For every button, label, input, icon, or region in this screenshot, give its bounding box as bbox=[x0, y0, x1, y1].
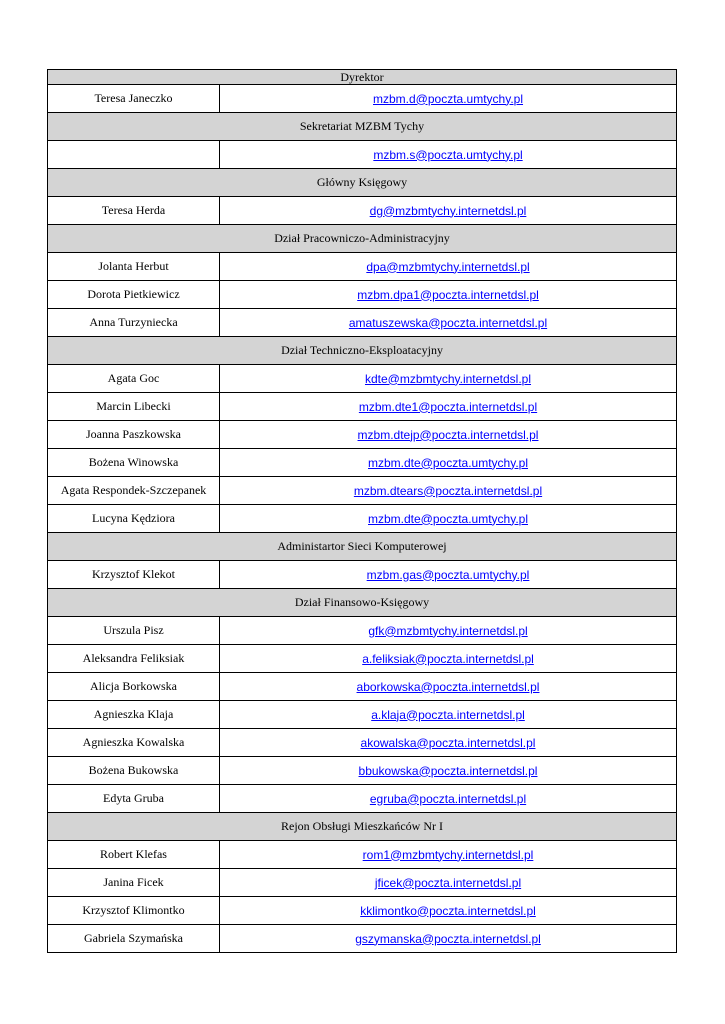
section-header bbox=[48, 533, 677, 561]
section-title: Administartor Sieci Komputerowej bbox=[48, 533, 677, 561]
person-name: Agata Goc bbox=[48, 365, 220, 393]
email-cell bbox=[220, 645, 677, 673]
person-name: Agata Respondek-Szczepanek bbox=[48, 477, 220, 505]
table-row bbox=[48, 561, 677, 589]
table-row bbox=[48, 729, 677, 757]
person-name: Aleksandra Feliksiak bbox=[48, 645, 220, 673]
person-name: Alicja Borkowska bbox=[48, 673, 220, 701]
section-title: Dział Techniczno-Eksploatacyjny bbox=[48, 337, 677, 365]
person-name: Lucyna Kędziora bbox=[48, 505, 220, 533]
table-row bbox=[48, 253, 677, 281]
table-row bbox=[48, 141, 677, 169]
email-link[interactable]: mzbm.dte@poczta.umtychy.pl bbox=[368, 511, 529, 526]
table-row bbox=[48, 197, 677, 225]
email-cell bbox=[220, 141, 677, 169]
table-row bbox=[48, 757, 677, 785]
email-cell bbox=[220, 841, 677, 869]
email-link[interactable]: kklimontko@poczta.internetdsl.pl bbox=[360, 903, 536, 918]
table-row bbox=[48, 869, 677, 897]
person-name: Edyta Gruba bbox=[48, 785, 220, 813]
person-name bbox=[48, 141, 220, 169]
email-cell bbox=[220, 365, 677, 393]
section-title: Sekretariat MZBM Tychy bbox=[48, 113, 677, 141]
section-title: Główny Księgowy bbox=[48, 169, 677, 197]
section-title: Dział Pracowniczo-Administracyjny bbox=[48, 225, 677, 253]
email-link[interactable]: gszymanska@poczta.internetdsl.pl bbox=[355, 931, 541, 946]
email-link[interactable]: bbukowska@poczta.internetdsl.pl bbox=[358, 763, 538, 778]
email-link[interactable]: mzbm.gas@poczta.umtychy.pl bbox=[366, 567, 530, 582]
email-link[interactable]: mzbm.dte@poczta.umtychy.pl bbox=[368, 455, 529, 470]
table-row bbox=[48, 645, 677, 673]
section-header bbox=[48, 337, 677, 365]
email-cell bbox=[220, 785, 677, 813]
person-name: Bożena Winowska bbox=[48, 449, 220, 477]
person-name: Bożena Bukowska bbox=[48, 757, 220, 785]
section-header bbox=[48, 225, 677, 253]
email-cell bbox=[220, 925, 677, 953]
email-cell bbox=[220, 253, 677, 281]
person-name: Urszula Pisz bbox=[48, 617, 220, 645]
email-cell bbox=[220, 561, 677, 589]
contact-table bbox=[47, 69, 677, 953]
person-name: Anna Turzyniecka bbox=[48, 309, 220, 337]
table-row bbox=[48, 505, 677, 533]
email-link[interactable]: egruba@poczta.internetdsl.pl bbox=[369, 791, 527, 806]
email-cell bbox=[220, 701, 677, 729]
person-name: Teresa Herda bbox=[48, 197, 220, 225]
email-link[interactable]: akowalska@poczta.internetdsl.pl bbox=[360, 735, 536, 750]
table-row bbox=[48, 897, 677, 925]
email-link[interactable]: mzbm.dtears@poczta.internetdsl.pl bbox=[353, 483, 543, 498]
email-cell bbox=[220, 477, 677, 505]
email-link[interactable]: a.feliksiak@poczta.internetdsl.pl bbox=[362, 651, 534, 666]
email-cell bbox=[220, 197, 677, 225]
email-link[interactable]: aborkowska@poczta.internetdsl.pl bbox=[356, 679, 540, 694]
section-header bbox=[48, 113, 677, 141]
email-cell bbox=[220, 757, 677, 785]
section-title: Rejon Obsługi Mieszkańców Nr I bbox=[48, 813, 677, 841]
person-name: Marcin Libecki bbox=[48, 393, 220, 421]
section-header bbox=[48, 813, 677, 841]
email-cell bbox=[220, 281, 677, 309]
table-row bbox=[48, 393, 677, 421]
email-link[interactable]: mzbm.d@poczta.umtychy.pl bbox=[373, 91, 524, 106]
person-name: Krzysztof Klekot bbox=[48, 561, 220, 589]
person-name: Krzysztof Klimontko bbox=[48, 897, 220, 925]
section-header bbox=[48, 169, 677, 197]
email-cell bbox=[220, 617, 677, 645]
table-row bbox=[48, 617, 677, 645]
table-row bbox=[48, 701, 677, 729]
section-title: Dział Finansowo-Księgowy bbox=[48, 589, 677, 617]
email-link[interactable]: mzbm.dte1@poczta.internetdsl.pl bbox=[358, 399, 538, 414]
email-cell bbox=[220, 897, 677, 925]
table-row bbox=[48, 449, 677, 477]
person-name: Gabriela Szymańska bbox=[48, 925, 220, 953]
person-name: Agnieszka Klaja bbox=[48, 701, 220, 729]
section-title: Dyrektor bbox=[48, 70, 677, 85]
contact-table-body bbox=[48, 70, 677, 953]
table-row bbox=[48, 85, 677, 113]
table-row bbox=[48, 673, 677, 701]
table-row bbox=[48, 309, 677, 337]
email-cell bbox=[220, 393, 677, 421]
email-cell bbox=[220, 309, 677, 337]
email-link[interactable]: gfk@mzbmtychy.internetdsl.pl bbox=[368, 623, 528, 638]
email-link[interactable]: mzbm.s@poczta.umtychy.pl bbox=[373, 147, 523, 162]
table-row bbox=[48, 841, 677, 869]
person-name: Jolanta Herbut bbox=[48, 253, 220, 281]
email-link[interactable]: mzbm.dpa1@poczta.internetdsl.pl bbox=[357, 287, 539, 302]
email-cell bbox=[220, 505, 677, 533]
person-name: Janina Ficek bbox=[48, 869, 220, 897]
email-cell bbox=[220, 673, 677, 701]
email-cell bbox=[220, 421, 677, 449]
person-name: Agnieszka Kowalska bbox=[48, 729, 220, 757]
table-row bbox=[48, 477, 677, 505]
person-name: Joanna Paszkowska bbox=[48, 421, 220, 449]
email-link[interactable]: a.klaja@poczta.internetdsl.pl bbox=[371, 707, 525, 722]
email-link[interactable]: jficek@poczta.internetdsl.pl bbox=[374, 875, 522, 890]
person-name: Dorota Pietkiewicz bbox=[48, 281, 220, 309]
email-link[interactable]: amatuszewska@poczta.internetdsl.pl bbox=[348, 315, 548, 330]
email-cell bbox=[220, 869, 677, 897]
table-row bbox=[48, 365, 677, 393]
email-link[interactable]: mzbm.dtejp@poczta.internetdsl.pl bbox=[357, 427, 539, 442]
email-cell bbox=[220, 729, 677, 757]
section-header bbox=[48, 589, 677, 617]
email-link[interactable]: dg@mzbmtychy.internetdsl.pl bbox=[369, 203, 527, 218]
email-link[interactable]: dpa@mzbmtychy.internetdsl.pl bbox=[366, 259, 530, 274]
section-header bbox=[48, 70, 677, 85]
email-link[interactable]: kdte@mzbmtychy.internetdsl.pl bbox=[364, 371, 532, 386]
table-row bbox=[48, 925, 677, 953]
person-name: Robert Klefas bbox=[48, 841, 220, 869]
table-row bbox=[48, 785, 677, 813]
person-name: Teresa Janeczko bbox=[48, 85, 220, 113]
email-cell bbox=[220, 449, 677, 477]
email-link[interactable]: rom1@mzbmtychy.internetdsl.pl bbox=[362, 847, 534, 862]
table-row bbox=[48, 421, 677, 449]
table-row bbox=[48, 281, 677, 309]
email-cell bbox=[220, 85, 677, 113]
